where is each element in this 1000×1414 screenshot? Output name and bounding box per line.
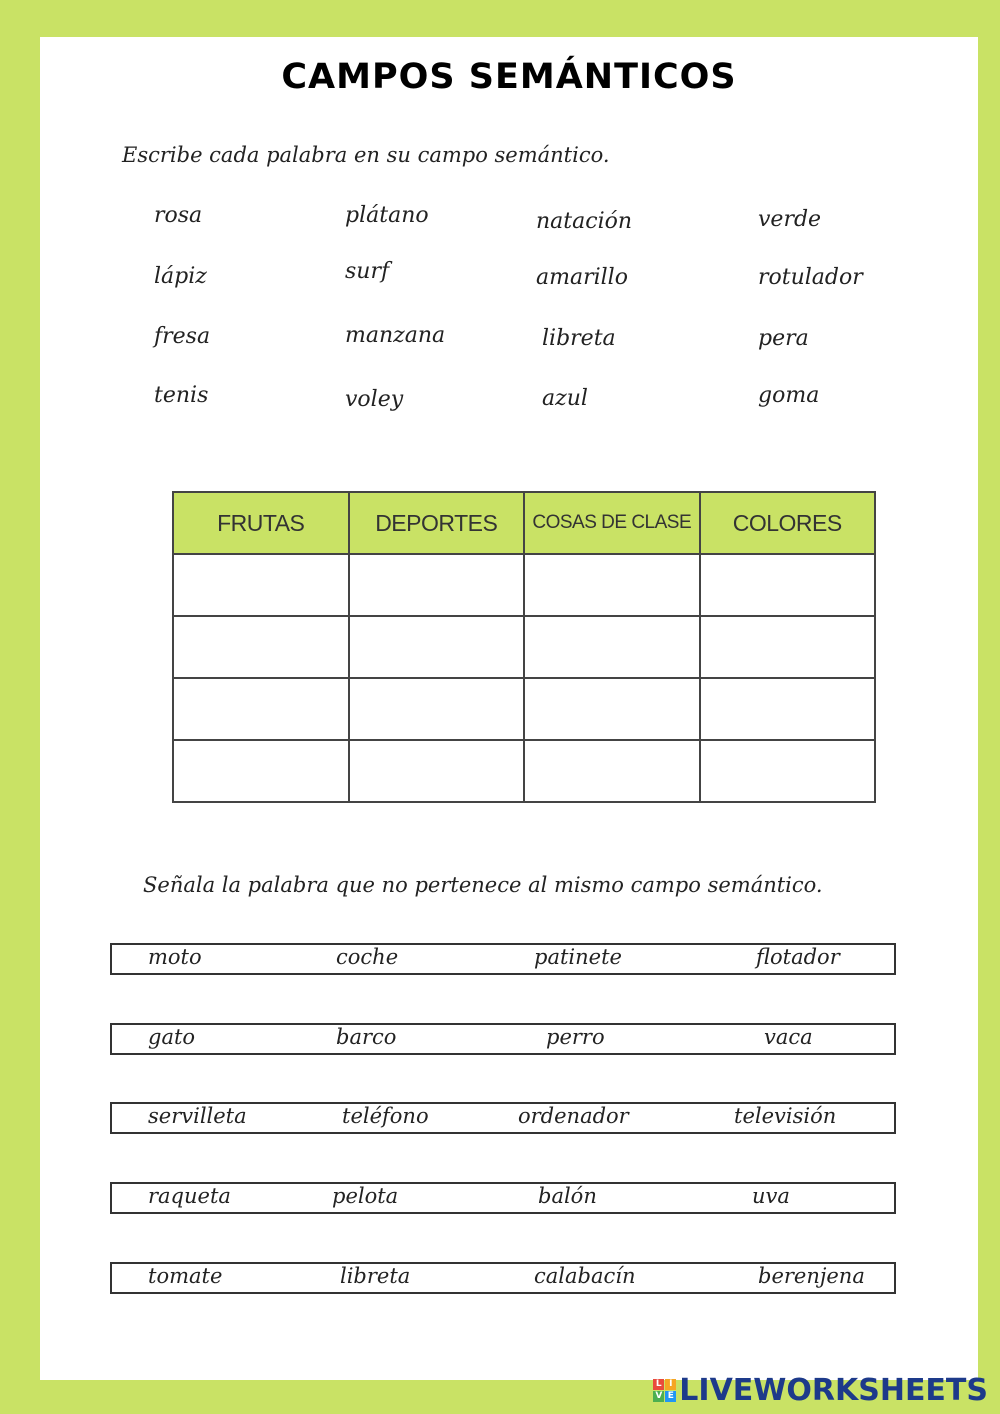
word-bank-item: pera <box>758 326 809 351</box>
worksheet-page <box>40 37 978 1380</box>
liveworksheets-logo <box>653 1373 988 1408</box>
answer-cell[interactable] <box>173 740 349 802</box>
word-bank-item: libreta <box>542 326 616 351</box>
option-word[interactable]: tomate <box>148 1264 223 1288</box>
classification-table <box>172 491 876 803</box>
option-word[interactable]: coche <box>336 945 399 969</box>
option-word[interactable]: berenjena <box>758 1264 865 1288</box>
option-word[interactable]: gato <box>148 1025 196 1049</box>
table-row <box>173 554 875 616</box>
header-colores: COLORES <box>700 492 876 554</box>
answer-cell[interactable] <box>349 616 525 678</box>
word-bank-item: rotulador <box>758 265 863 290</box>
answer-cell[interactable] <box>349 554 525 616</box>
odd-one-out-row <box>110 943 896 975</box>
live-blocks-icon: L I V E <box>653 1379 676 1402</box>
table-row <box>173 678 875 740</box>
word-bank-item: amarillo <box>536 265 628 290</box>
option-word[interactable]: televisión <box>734 1104 837 1128</box>
table-row <box>173 616 875 678</box>
page-title: CAMPOS SEMÁNTICOS <box>281 57 737 97</box>
word-bank-item: manzana <box>345 323 446 348</box>
answer-cell[interactable] <box>349 740 525 802</box>
word-bank-item: azul <box>542 386 588 411</box>
option-word[interactable]: raqueta <box>148 1184 231 1208</box>
option-word[interactable]: pelota <box>332 1184 399 1208</box>
odd-one-out-row <box>110 1182 896 1214</box>
word-bank-item: surf <box>345 259 390 284</box>
answer-cell[interactable] <box>524 554 700 616</box>
answer-cell[interactable] <box>524 678 700 740</box>
answer-cell[interactable] <box>173 554 349 616</box>
answer-cell[interactable] <box>700 554 876 616</box>
option-word[interactable]: moto <box>148 945 202 969</box>
word-bank-item: rosa <box>154 203 203 228</box>
answer-cell[interactable] <box>173 678 349 740</box>
header-deportes: DEPORTES <box>349 492 525 554</box>
option-word[interactable]: calabacín <box>534 1264 636 1288</box>
option-word[interactable]: patinete <box>534 945 622 969</box>
answer-cell[interactable] <box>524 616 700 678</box>
option-word[interactable]: servilleta <box>148 1104 247 1128</box>
word-bank-item: fresa <box>154 324 211 349</box>
header-cosas-de-clase: COSAS DE CLASE <box>524 492 700 554</box>
answer-cell[interactable] <box>524 740 700 802</box>
odd-one-out-row <box>110 1102 896 1134</box>
word-bank-item: goma <box>758 383 820 408</box>
table-header-row <box>173 492 875 554</box>
word-bank-item: verde <box>758 207 822 232</box>
option-word[interactable]: balón <box>538 1184 597 1208</box>
option-word[interactable]: libreta <box>340 1264 411 1288</box>
table-row <box>173 740 875 802</box>
option-word[interactable]: uva <box>752 1184 790 1208</box>
word-bank-item: tenis <box>154 383 209 408</box>
word-bank-item: lápiz <box>154 264 207 289</box>
option-word[interactable]: ordenador <box>518 1104 629 1128</box>
word-bank-item: voley <box>345 387 404 412</box>
option-word[interactable]: barco <box>336 1025 397 1049</box>
answer-cell[interactable] <box>700 678 876 740</box>
odd-one-out-row <box>110 1023 896 1055</box>
instruction-classify: Escribe cada palabra en su campo semántico. <box>122 143 610 167</box>
header-frutas: FRUTAS <box>173 492 349 554</box>
option-word[interactable]: perro <box>546 1025 605 1049</box>
answer-cell[interactable] <box>349 678 525 740</box>
word-bank-item: plátano <box>345 203 429 228</box>
brand-name: LIVEWORKSHEETS <box>679 1373 988 1408</box>
option-word[interactable]: teléfono <box>342 1104 429 1128</box>
odd-one-out-row <box>110 1262 896 1294</box>
instruction-odd-one-out: Señala la palabra que no pertenece al mismo campo semántico. <box>143 873 823 897</box>
answer-cell[interactable] <box>700 740 876 802</box>
option-word[interactable]: vaca <box>764 1025 813 1049</box>
option-word[interactable]: flotador <box>756 945 840 969</box>
answer-cell[interactable] <box>173 616 349 678</box>
word-bank-item: natación <box>536 209 633 234</box>
answer-cell[interactable] <box>700 616 876 678</box>
